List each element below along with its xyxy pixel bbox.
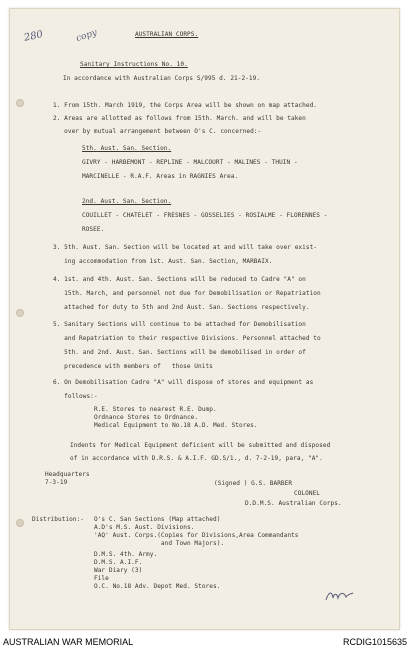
document-page (9, 8, 400, 630)
store-line: Medical Equipment to No.18 A.D. Med. Stores. (94, 422, 258, 429)
paragraph-line: 1. From 15th. March 1919, the Corps Area will be shown on map attached. (53, 102, 318, 109)
punch-hole (16, 519, 24, 527)
item-line: ing accommodation from 1st. Aust. San. Section, MARBAIX. (53, 258, 273, 265)
paragraph-line: 2. Areas are allotted as follows from 15th. March. and will be taken (53, 115, 306, 122)
section-5-heading: 5th. Aust. San. Section. (82, 145, 172, 152)
item-line: 5th. and 2nd. Aust. San. Sections will be demobilised in order of (53, 349, 306, 356)
distribution-item: O.C. No.18 Adv. Depot Med. Stores. (94, 583, 221, 590)
punch-holes (16, 9, 26, 629)
distribution-item: A.D's M.S. Aust. Divisions. (94, 524, 195, 531)
distribution-item: and Town Majors). (94, 540, 225, 547)
signature-line: (Signed ) G.S. BARBER (214, 480, 293, 487)
distribution-item: O's C. San Sections (Map attached) (94, 516, 221, 523)
item-line: follows:- (53, 393, 98, 400)
section-2-towns: COUILLET - CHATELET - FRESNES - GOSSELIES - ROSIALME - FLORENNES - (82, 212, 328, 219)
intro-line: In accordance with Australian Corps S/995 d. 21-2-19. (63, 75, 261, 82)
item-line: 15th. March, and personnel not due for Demobilisation or Repatriation (53, 290, 321, 297)
document-subtitle: Sanitary Instructions No. 10. (80, 61, 188, 68)
footer-record-id: RCDIG1015635 (342, 637, 407, 647)
item-line: 5. Sanitary Sections will continue to be attached for Demobilisation (53, 321, 306, 328)
section-2-heading: 2nd. Aust. San. Section. (82, 198, 172, 205)
section-5-towns: MARCINELLE - R.A.F. Areas in RAGNIES Area. (82, 173, 239, 180)
section-2-towns: ROSEE. (82, 226, 105, 233)
distribution-item: D.M.S. A.I.F. (94, 559, 143, 566)
distribution-label: Distribution:- (32, 516, 85, 523)
item-line: 3. 5th. Aust. San. Section will be located at and will take over exist- (53, 244, 318, 251)
store-line: Ordnance Stores to Ordnance. (94, 414, 199, 421)
item-line: precedence with members of those Units (53, 363, 213, 370)
distribution-item: File (94, 575, 109, 582)
punch-hole (16, 99, 24, 107)
section-5-towns: GIVRY - HARBEMONT - REPLINE - MALCOURT - MALINES - THUIN - (82, 159, 298, 166)
paragraph-line: over by mutual arrangement between O's C. concerned:- (53, 128, 262, 135)
distribution-item: D.M.S. 4th. Army. (94, 551, 158, 558)
item-line: and Repatriation to their respective Divisions. Personnel attached to (53, 335, 321, 342)
hq-date: 7-3-19 (45, 479, 68, 486)
footer-archive-label: AUSTRALIAN WAR MEMORIAL (3, 637, 134, 647)
item-line: attached for duty to 5th and 2nd Aust. San. Sections respectively. (53, 304, 310, 311)
item-line: 4. 1st. and 4th. Aust. San. Sections will be reduced to Cadre "A" on (53, 276, 306, 283)
store-line: R.E. Stores to nearest R.E. Dump. (94, 406, 217, 413)
handwritten-initials-signature (324, 589, 354, 603)
punch-hole (16, 309, 24, 317)
hq-label: Headquarters (45, 471, 90, 478)
handwritten-page-number: 280 (23, 29, 45, 44)
handwritten-copy-mark: copy (74, 27, 99, 45)
indents-line: of in accordance with D.R.S. & A.I.F. GD.S/1., d. 7-2-19, para, "A". (70, 455, 323, 462)
signatory-rank: COLONEL (294, 490, 321, 497)
document-title: AUSTRALIAN CORPS. (135, 31, 199, 38)
distribution-item: 'AQ' Aust. Corps.(Copies for Divisions,Area Commandants (94, 532, 299, 539)
distribution-item: War Diary (3) (94, 567, 143, 574)
indents-line: Indents for Medical Equipment deficient will be submitted and disposed (70, 442, 331, 449)
item-line: 6. On Demobilisation Cadre "A" will dispose of stores and equipment as (53, 379, 314, 386)
signatory-title: D.D.M.S. Australian Corps. (245, 500, 342, 507)
